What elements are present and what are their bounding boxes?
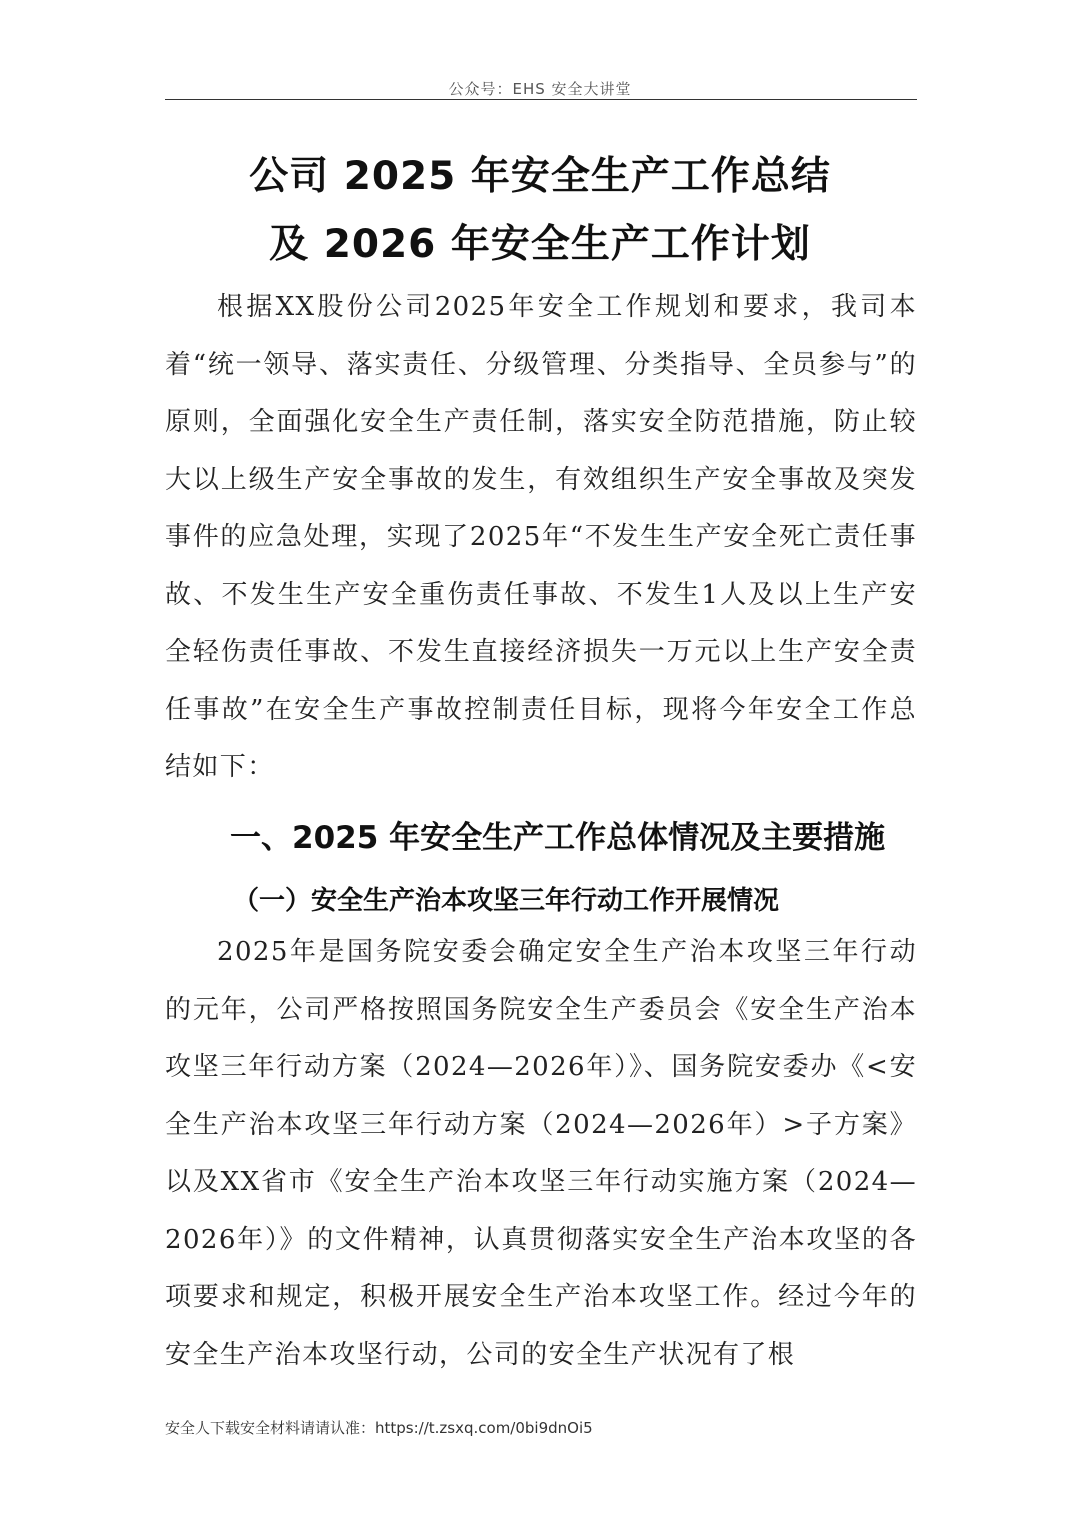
header-divider <box>165 99 917 100</box>
section-heading: 一、2025 年安全生产工作总体情况及主要措施 <box>230 820 886 856</box>
document-title-line-2: 及 2026 年安全生产工作计划 <box>269 222 811 267</box>
intro-paragraph: 根据XX股份公司2025年安全工作规划和要求，我司本着“统一领导、落实责任、分级管理、分类指导、全员参与”的原则，全面强化安全生产责任制，落实安全防范措施，防止较大以上级生产安全事故的发生，有效组织生产安全事故及突发事件的应急处理，实现了2025年“不发生生产安全死亡责任事故、不发生生产安全重伤责任事故、不发生1人及以上生产安全轻伤责任事故、不发生直接经济损失一万元以上生产安全责任事故”在安全生产事故控制责任目标，现将今年安全工作总结如下： <box>165 292 917 782</box>
document-title-line-1: 公司 2025 年安全生产工作总结 <box>249 154 831 199</box>
subsection-heading: （一）安全生产治本攻坚三年行动工作开展情况 <box>233 886 780 916</box>
page-footer: 安全人下载安全材料请请认准：https://t.zsxq.com/0bi9dnOi5 <box>165 1419 593 1437</box>
page-header: 公众号：EHS 安全大讲堂 <box>448 80 632 98</box>
body-paragraph: 2025年是国务院安委会确定安全生产治本攻坚三年行动的元年，公司严格按照国务院安全生产委员会《安全生产治本攻坚三年行动方案（2024—2026年）》、国务院安委办《<安全生产治本攻坚三年行动方案（2024—2026年）>子方案》以及XX省市《安全生产治本攻坚三年行动实施方案（2024—2026年）》的文件精神，认真贯彻落实安全生产治本攻坚的各项要求和规定，积极开展安全生产治本攻坚工作。经过今年的安全生产治本攻坚行动，公司的安全生产状况有了根 <box>165 937 917 1370</box>
